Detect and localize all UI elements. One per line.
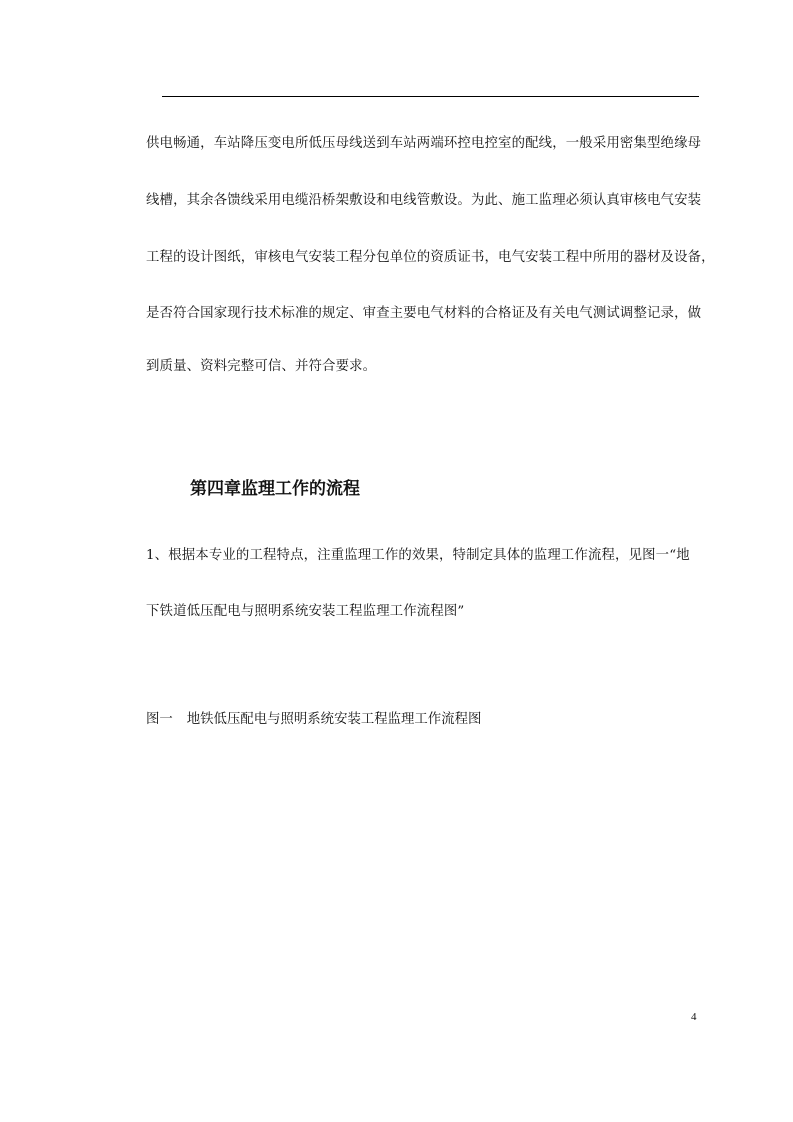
paragraph-line: 是否符合国家现行技术标准的规定、审查主要电气材料的合格证及有关电气测试调整记录，做	[146, 306, 702, 321]
header-rule	[162, 96, 699, 97]
paragraph-line: 1、根据本专业的工程特点，注重监理工作的效果，特制定具体的监理工作流程，见图一“地	[146, 548, 690, 563]
figure-caption	[146, 710, 481, 730]
paragraph-line: 线槽，其余各馈线采用电缆沿桥架敷设和电线管敷设。为此、施工监理必须认真审核电气安装	[146, 193, 702, 208]
paragraph-line: 到质量、资料完整可信、并符合要求。	[146, 359, 377, 374]
figure-caption-text: 地铁低压配电与照明系统安装工程监理工作流程图	[186, 712, 482, 727]
paragraph-line: 工程的设计图纸，审核电气安装工程分包单位的资质证书，电气安装工程中所用的器材及设备，	[146, 250, 715, 265]
chapter-title: 第四章监理工作的流程	[190, 479, 360, 499]
page-number: 4	[691, 1011, 697, 1023]
figure-label: 图一	[146, 712, 173, 727]
paragraph-line: 下铁道低压配电与照明系统安装工程监理工作流程图”	[146, 604, 465, 619]
paragraph-line: 供电畅通，车站降压变电所低压母线送到车站两端环控电控室的配线，一般采用密集型绝缘母	[146, 136, 702, 151]
